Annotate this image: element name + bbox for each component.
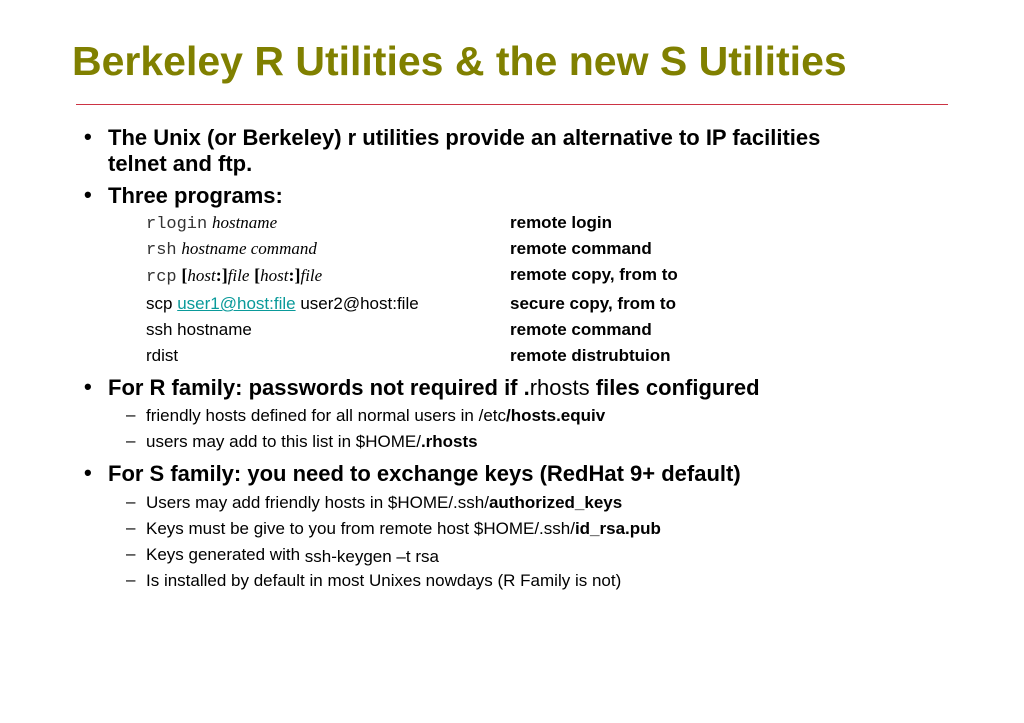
id-rsa-pub-path: id_rsa.pub (574, 519, 661, 538)
rlogin-argument: hostname (211, 213, 278, 232)
s-family-detail-4: Is installed by default in most Unixes nowdays (R Family is not) (146, 571, 622, 590)
scp-description: secure copy, from to (510, 294, 676, 313)
dash-icon: – (126, 405, 136, 424)
bullet-s-family: For S family: you need to exchange keys (RedHat 9+ default) (108, 461, 741, 486)
rcp-bracket: ] (294, 265, 301, 285)
hosts-equiv-path: /hosts.equiv (506, 406, 606, 425)
rcp-file: file (227, 266, 250, 285)
r-family-detail-1 (146, 406, 605, 426)
s-family-detail-2 (146, 519, 661, 539)
title-divider (76, 104, 948, 105)
bullet-icon: • (84, 182, 92, 207)
r-family-detail-2-text: users may add to this list in $HOME/ (146, 432, 421, 451)
authorized-keys-path: authorized_keys (488, 493, 623, 512)
dash-icon: – (126, 431, 136, 450)
ssh-keygen-command: ssh-keygen –t rsa (304, 547, 439, 566)
s-family-detail-1-text: Users may add friendly hosts in $HOME/.ssh/ (146, 493, 489, 512)
scp-command: scp (146, 294, 173, 313)
r-family-text-pre: For R family: passwords not required if . (108, 375, 530, 400)
s-family-detail-2-text: Keys must be give to you from remote host $HOME/.ssh/ (146, 519, 575, 538)
rcp-command: rcp (146, 268, 177, 287)
rcp-bracket: [ (254, 265, 261, 285)
rdist-description: remote distrubtuion (510, 346, 671, 365)
rcp-host: host (187, 266, 216, 285)
program-rcp (146, 265, 322, 287)
rlogin-command: rlogin (146, 215, 208, 234)
dash-icon: – (126, 544, 136, 563)
rsh-argument: hostname command (181, 239, 317, 258)
rcp-colon: : (288, 265, 295, 285)
bullet-icon: • (84, 374, 92, 399)
program-rlogin (146, 213, 277, 234)
rcp-file: file (300, 266, 323, 285)
program-rdist: rdist (146, 346, 179, 365)
dash-icon: – (126, 492, 136, 511)
rlogin-description: remote login (510, 213, 613, 232)
bullet-icon: • (84, 124, 92, 149)
r-family-detail-1-text: friendly hosts defined for all normal users in /etc (146, 406, 507, 425)
dash-icon: – (126, 518, 136, 537)
program-scp (146, 294, 419, 314)
rcp-bracket: [ (181, 265, 188, 285)
bullet-r-family (108, 375, 760, 401)
bullet-three-programs: Three programs: (108, 183, 283, 208)
dash-icon: – (126, 570, 136, 589)
scp-destination: user2@host:file (300, 294, 419, 313)
r-family-rhosts: rhosts (529, 375, 590, 400)
bullet-r-utilities-line1: The Unix (or Berkeley) r utilities provide an alternative to IP facilities (108, 125, 821, 150)
r-family-text-post: files configured (589, 375, 760, 400)
rcp-bracket: ] (221, 265, 228, 285)
bullet-r-utilities-line2: telnet and ftp. (108, 151, 253, 176)
bullet-icon: • (84, 460, 92, 485)
ssh-description: remote command (510, 320, 652, 339)
s-family-detail-1 (146, 493, 622, 513)
s-family-detail-3 (146, 545, 439, 565)
rhosts-path: .rhosts (420, 432, 478, 451)
scp-source-link[interactable]: user1@host:file (177, 294, 296, 313)
program-rsh (146, 239, 317, 260)
s-family-detail-3-text: Keys generated with (146, 545, 305, 564)
rcp-description: remote copy, from to (510, 265, 678, 284)
rsh-command: rsh (146, 241, 177, 260)
r-family-detail-2 (146, 432, 478, 452)
program-ssh: ssh hostname (146, 320, 252, 339)
rcp-host: host (260, 266, 289, 285)
rsh-description: remote command (510, 239, 652, 258)
rcp-colon: : (215, 265, 222, 285)
slide-title: Berkeley R Utilities & the new S Utilities (72, 38, 847, 84)
